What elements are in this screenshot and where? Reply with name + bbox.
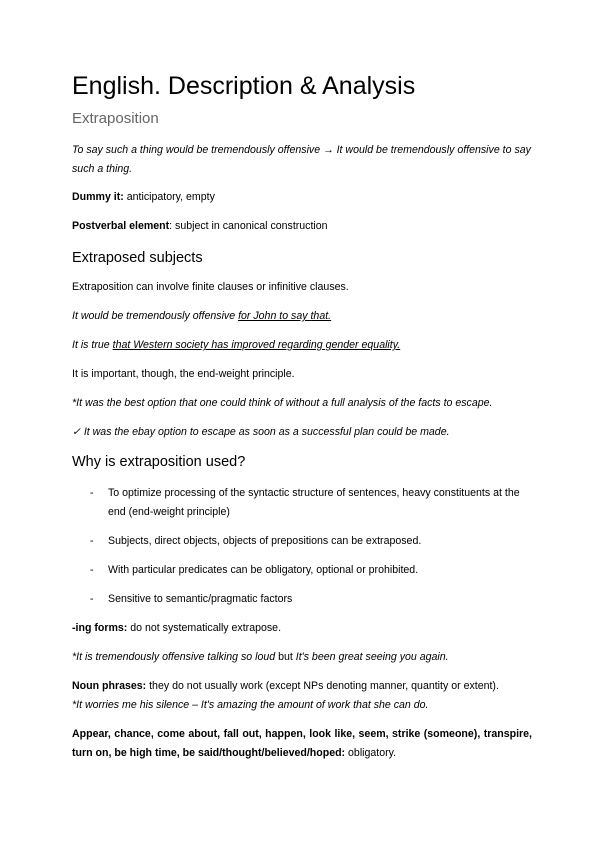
extraposition-intro: Extraposition can involve finite clauses or infinitive clauses. <box>72 281 349 293</box>
ing-forms-label: -ing forms: <box>72 622 128 634</box>
list-item: - To optimize processing of the syntactic structure of sentences, heavy constituents at the end (end-weight principle) <box>72 484 532 522</box>
list-item: - Sensitive to semantic/pragmatic factors <box>72 590 532 609</box>
list-item: - With particular predicates can be obligatory, optional or prohibited. <box>72 561 532 580</box>
ing-bad-example: *It is tremendously offensive talking so loud <box>72 651 276 663</box>
ing-forms-text: do not systematically extrapose. <box>127 622 282 634</box>
page-subtitle: Extraposition <box>72 110 159 127</box>
postverbal-line <box>72 217 532 236</box>
document-page <box>72 70 532 763</box>
end-weight-note: It is important, though, the end-weight principle. <box>72 368 295 380</box>
ing-good-example: It's been great seeing you again. <box>295 651 449 663</box>
heading-extraposed-subjects: Extraposed subjects <box>72 250 203 266</box>
noun-phrases-example: *It worries me his silence – It's amazing the amount of work that she can do. <box>72 699 429 711</box>
example-1-underlined: for John to say that. <box>238 310 332 322</box>
example-2-plain: It is true <box>72 339 113 351</box>
postverbal-text: : subject in canonical construction <box>169 220 328 232</box>
obligatory-text: obligatory. <box>345 747 397 759</box>
heading-why-extraposition: Why is extraposition used? <box>72 454 246 470</box>
intro-example: To say such a thing would be tremendously offensive → It would be tremendously offensive to say such a thing. <box>72 144 531 175</box>
bullet-dash: - <box>90 564 94 576</box>
bullet-dash: - <box>90 487 94 499</box>
example-1 <box>72 307 532 326</box>
example-2-underlined: that Western society has improved regarding gender equality. <box>112 339 401 351</box>
ing-forms-example <box>72 648 532 667</box>
obligatory-label: Appear, chance, come about, fall out, happen, look like, seem, strike (someone), transpire, turn on, be high time, be said/thought/believed/hoped: <box>72 728 532 759</box>
dummy-it-line <box>72 188 532 207</box>
noun-phrases-text: they do not usually work (except NPs denoting manner, quantity or extent). <box>146 680 499 692</box>
example-2 <box>72 336 532 355</box>
example-1-plain: It would be tremendously offensive <box>72 310 239 322</box>
good-example: ✓ It was the ebay option to escape as soon as a successful plan could be made. <box>72 426 450 438</box>
noun-phrases-line <box>72 677 532 696</box>
bullet-dash: - <box>90 593 94 605</box>
noun-phrases-label: Noun phrases: <box>72 680 147 692</box>
bullet-dash: - <box>90 535 94 547</box>
postverbal-label: Postverbal element <box>72 220 170 232</box>
bad-example: *It was the best option that one could think of without a full analysis of the facts to escape. <box>72 397 493 409</box>
page-title: English. Description & Analysis <box>72 72 416 100</box>
dummy-it-text: anticipatory, empty <box>123 191 215 203</box>
list-item: - Subjects, direct objects, objects of prepositions can be extraposed. <box>72 532 532 551</box>
dummy-it-label: Dummy it: <box>72 191 124 203</box>
ing-but: but <box>275 651 296 663</box>
reasons-list <box>72 484 532 609</box>
obligatory-line <box>72 725 532 763</box>
ing-forms-line <box>72 619 532 638</box>
